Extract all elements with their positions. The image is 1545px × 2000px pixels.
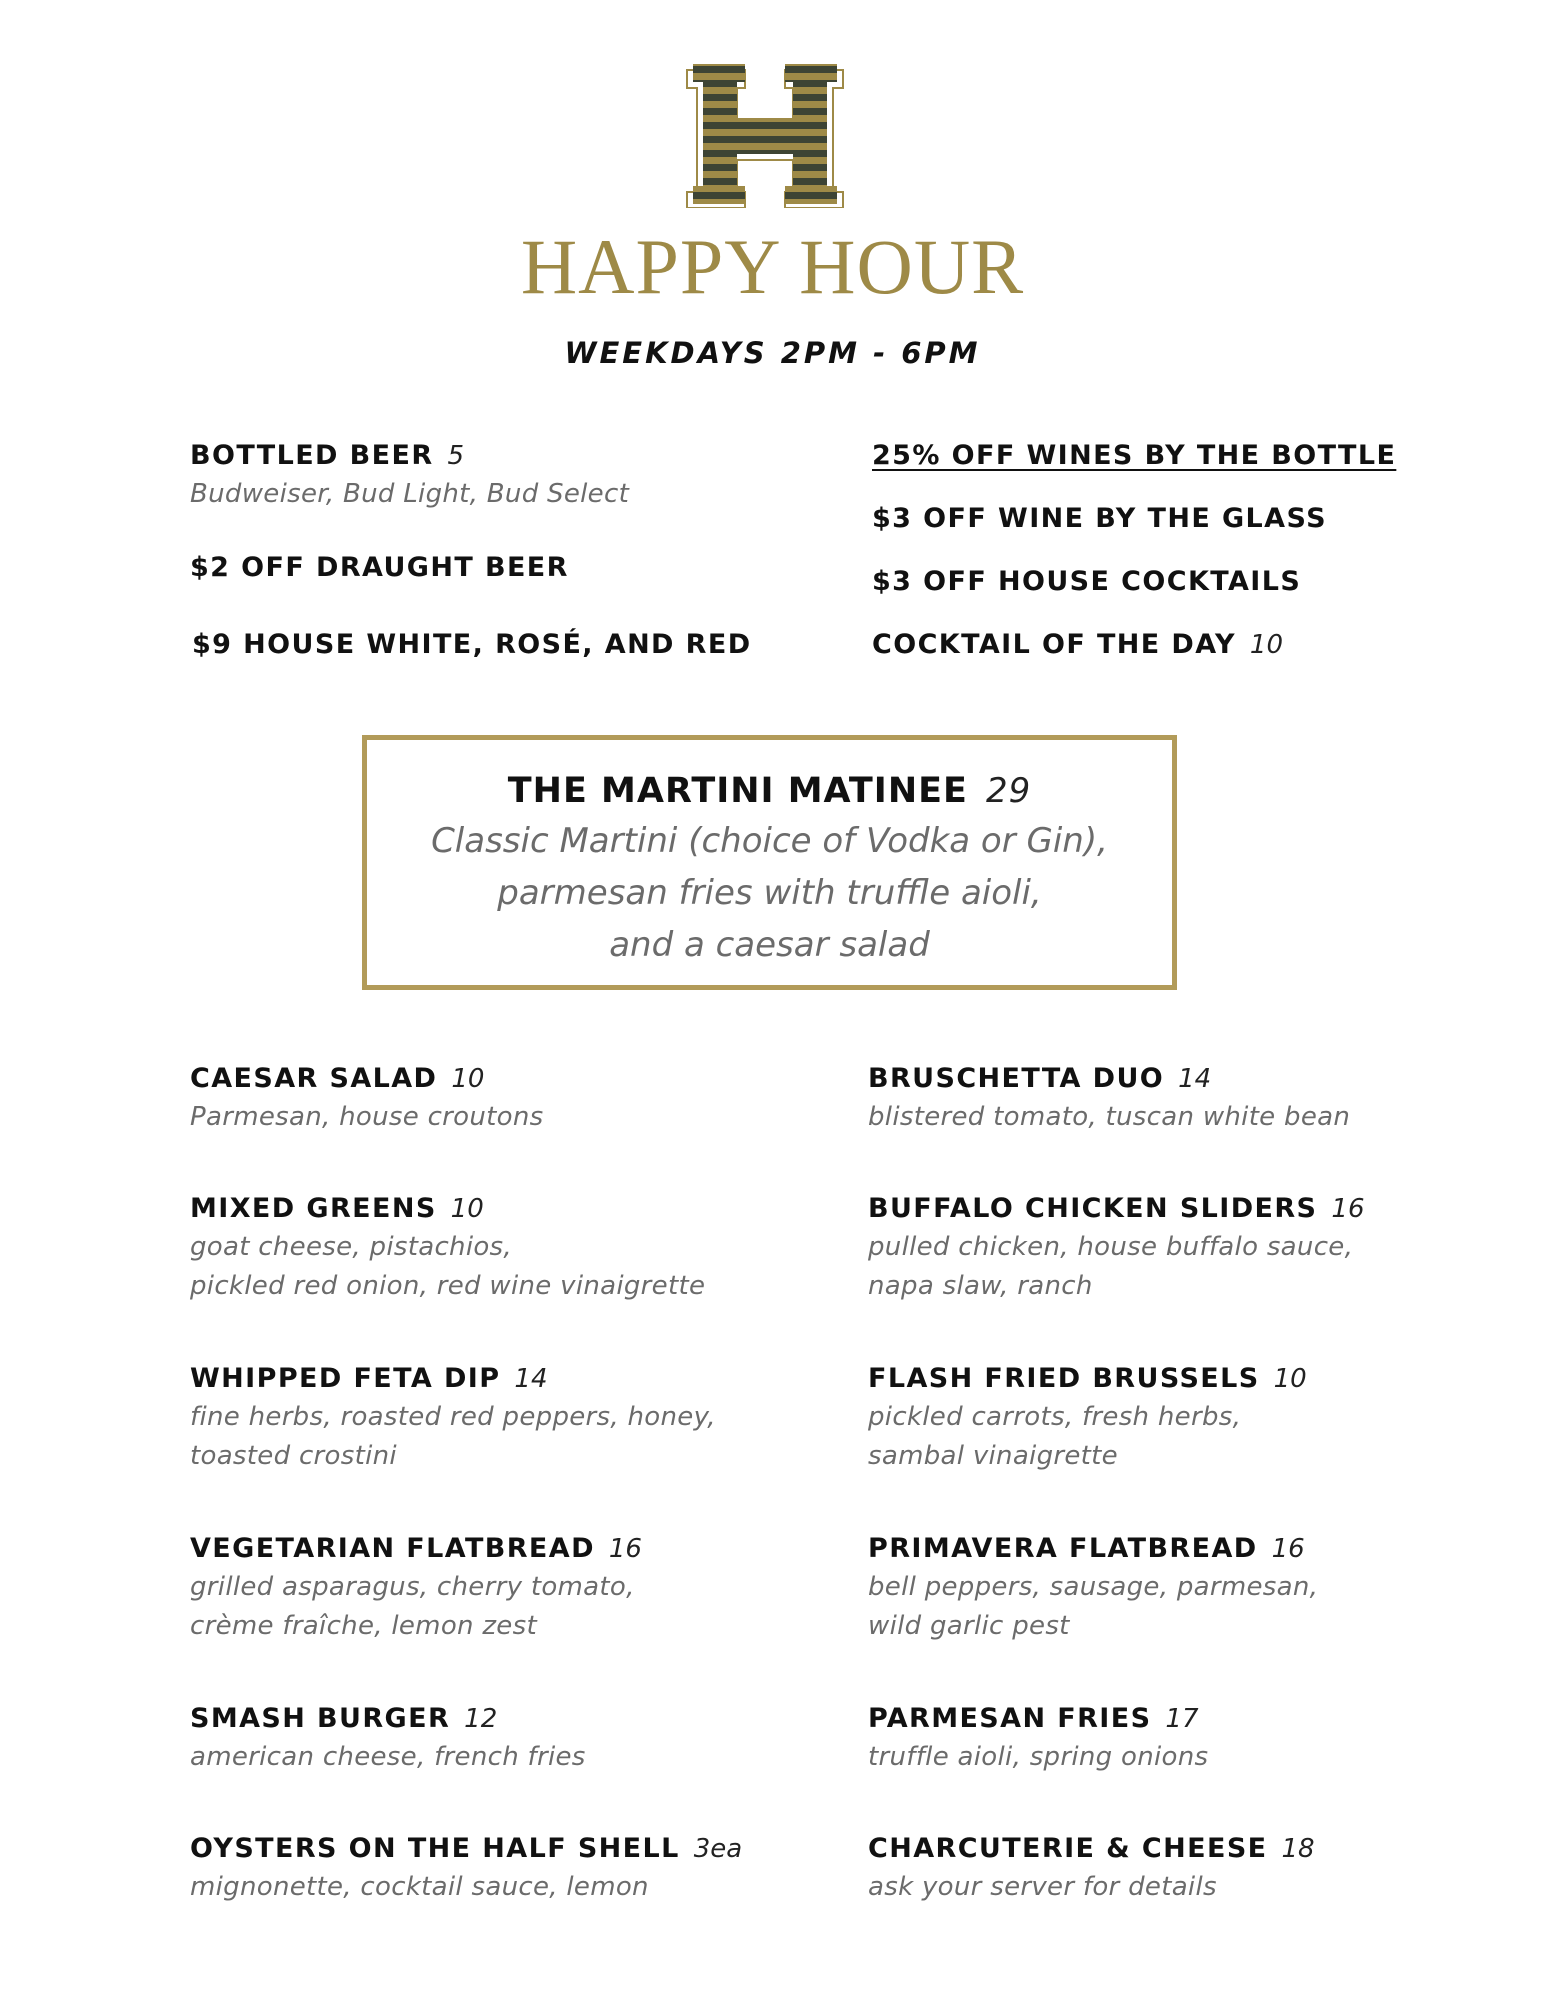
hours-subtitle: WEEKDAYS 2PM - 6PM	[564, 336, 981, 370]
item-name: PARMESAN FRIES	[868, 1703, 1152, 1734]
item-description: wild garlic pest	[868, 1611, 1070, 1641]
special-name: THE MARTINI MATINEE	[507, 771, 968, 811]
special-price: 29	[985, 771, 1032, 811]
item-name: VEGETARIAN FLATBREAD	[190, 1533, 595, 1564]
item-price: 10	[1273, 1364, 1307, 1394]
item-description: american cheese, french fries	[190, 1742, 586, 1772]
item-name: WHIPPED FETA DIP	[190, 1363, 501, 1394]
item-description: truffle aioli, spring onions	[868, 1742, 1209, 1772]
item-name: BUFFALO CHICKEN SLIDERS	[868, 1193, 1318, 1224]
food-item	[868, 1190, 1365, 1306]
drink-item	[872, 500, 1327, 538]
item-description: sambal vinaigrette	[868, 1441, 1118, 1471]
food-item	[190, 1060, 543, 1137]
food-item	[868, 1360, 1307, 1476]
special-box	[362, 735, 1177, 990]
item-description: napa slaw, ranch	[868, 1271, 1093, 1301]
food-item	[190, 1830, 742, 1907]
item-price: 16	[608, 1534, 642, 1564]
item-description: fine herbs, roasted red peppers, honey,	[190, 1402, 716, 1432]
item-price: 10	[1249, 630, 1283, 660]
item-description: crème fraîche, lemon zest	[190, 1611, 537, 1641]
item-description: mignonette, cocktail sauce, lemon	[190, 1872, 649, 1902]
item-price: 16	[1271, 1534, 1305, 1564]
item-name: 25% OFF WINES BY THE BOTTLE	[872, 440, 1397, 471]
food-item	[868, 1530, 1318, 1646]
item-description: bell peppers, sausage, parmesan,	[868, 1572, 1319, 1602]
item-price: 14	[514, 1364, 548, 1394]
drink-item	[872, 437, 1396, 475]
item-description: pulled chicken, house buffalo sauce,	[868, 1232, 1354, 1262]
item-name: SMASH BURGER	[190, 1703, 451, 1734]
item-description: toasted crostini	[190, 1441, 397, 1471]
item-name: OYSTERS ON THE HALF SHELL	[190, 1833, 680, 1864]
item-name: BRUSCHETTA DUO	[868, 1063, 1165, 1094]
item-price: 10	[451, 1064, 485, 1094]
drink-item	[192, 626, 752, 664]
item-description: pickled carrots, fresh herbs,	[868, 1402, 1242, 1432]
food-item	[868, 1060, 1350, 1137]
special-line: and a caesar salad	[609, 925, 930, 965]
food-item	[190, 1190, 705, 1306]
item-name: PRIMAVERA FLATBREAD	[868, 1533, 1258, 1564]
drink-item	[872, 626, 1283, 664]
item-description: goat cheese, pistachios,	[190, 1232, 512, 1262]
item-price: 3ea	[693, 1834, 743, 1864]
item-name: FLASH FRIED BRUSSELS	[868, 1363, 1260, 1394]
item-name: BOTTLED BEER	[190, 440, 434, 471]
item-name: $2 OFF DRAUGHT BEER	[190, 552, 569, 583]
item-price: 17	[1165, 1704, 1199, 1734]
item-name: $9 HOUSE WHITE, ROSÉ, AND RED	[192, 629, 752, 660]
item-description: Parmesan, house croutons	[190, 1102, 544, 1132]
item-name: CHARCUTERIE & CHEESE	[868, 1833, 1268, 1864]
item-description: pickled red onion, red wine vinaigrette	[190, 1271, 706, 1301]
special-line: Classic Martini (choice of Vodka or Gin),	[431, 821, 1108, 861]
item-name: $3 OFF WINE BY THE GLASS	[872, 503, 1327, 534]
food-item	[868, 1830, 1315, 1907]
item-name: MIXED GREENS	[190, 1193, 437, 1224]
item-name: $3 OFF HOUSE COCKTAILS	[872, 566, 1302, 597]
item-price: 10	[450, 1194, 484, 1224]
item-price: 16	[1331, 1194, 1365, 1224]
page-title: HAPPY HOUR	[520, 223, 1025, 310]
food-item	[190, 1530, 642, 1646]
item-description: ask your server for details	[868, 1872, 1217, 1902]
item-name: CAESAR SALAD	[190, 1063, 438, 1094]
item-price: 12	[464, 1704, 498, 1734]
item-description: blistered tomato, tuscan white bean	[868, 1102, 1351, 1132]
drink-item	[190, 437, 629, 514]
item-description: Budweiser, Bud Light, Bud Select	[190, 479, 630, 509]
item-name: COCKTAIL OF THE DAY	[872, 629, 1236, 660]
special-line: parmesan fries with truffle aioli,	[497, 873, 1042, 913]
item-price: 14	[1178, 1064, 1212, 1094]
drink-item	[872, 563, 1301, 601]
item-price: 5	[447, 441, 465, 471]
drink-item	[190, 549, 569, 587]
food-item	[190, 1360, 716, 1476]
food-item	[190, 1700, 586, 1777]
food-item	[868, 1700, 1208, 1777]
item-description: grilled asparagus, cherry tomato,	[190, 1572, 635, 1602]
h-logo-icon	[683, 62, 847, 208]
item-price: 18	[1281, 1834, 1315, 1864]
